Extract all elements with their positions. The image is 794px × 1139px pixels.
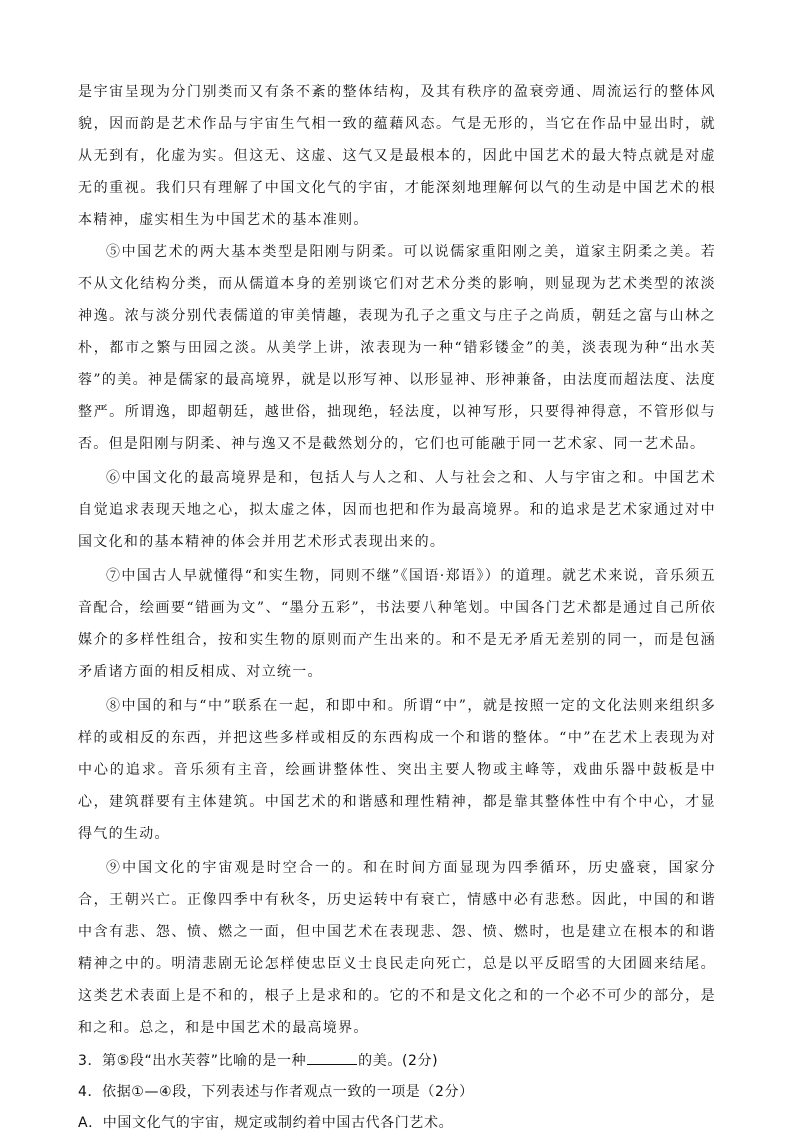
question-3-tail: 的美。(2分) [358, 1053, 439, 1069]
paragraph-continued [78, 76, 716, 236]
paragraph-8 [78, 690, 716, 850]
paragraph-text: ⑤中国艺术的两大基本类型是阳刚与阴柔。可以说儒家重阳刚之美，道家主阴柔之美。若不从文化结构分类，而从儒道本身的差别谈它们对艺术分类的影响，则显现为艺术类型的浓淡神逸。浓与淡分别代表儒道的审美情趣，表现为孔子之重文与庄子之尚质，朝廷之富与山林之朴，都市之繁与田园之淡。从美学上讲，浓表现为一种“错彩镂金”的美，淡表现为种“出水芙蓉”的美。神是儒家的最高境界，就是以形写神、以形显神、形神兼备，由法度而超法度、法度整严。所谓逸，即超朝廷，越世俗，拙现绝，轻法度，以神写形，只要得神得意，不管形似与否。但是阳刚与阴柔、神与逸又不是截然划分的，它们也可能融于同一艺术家、同一艺术品。 [78, 244, 716, 452]
question-3-stem: 3．第⑤段“出水芙蓉”比喻的是一种 [78, 1053, 307, 1069]
paragraph-6 [78, 462, 716, 558]
paragraph-7 [78, 560, 716, 688]
question-3 [78, 1046, 716, 1077]
paragraph-9 [78, 852, 716, 1044]
question-4-option-a: A．中国文化气的宇宙，规定或制约着中国古代各门艺术。 [78, 1115, 454, 1131]
paragraph-text: ⑥中国文化的最高境界是和，包括人与人之和、人与社会之和、人与宇宙之和。中国艺术自觉追求表现天地之心，拟太虚之体，因而也把和作为最高境界。和的追求是艺术家通过对中国文化和的基本精神的体会并用艺术形式表现出来的。 [78, 470, 716, 550]
question-4: 4．依据①—④段，下列表述与作者观点一致的一项是（2分） [78, 1084, 474, 1100]
document-page [78, 76, 716, 1139]
paragraph-5 [78, 236, 716, 460]
paragraph-text: 是宇宙呈现为分门别类而又有条不紊的整体结构，及其有秩序的盈衰旁通、周流运行的整体风貌，因而韵是艺术作品与宇宙生气相一致的蕴藉风态。气是无形的，当它在作品中显出时，就从无到有，化虚为实。但这无、这虚、这气又是最根本的，因此中国艺术的最大特点就是对虚无的重视。我们只有理解了中国文化气的宇宙，才能深刻地理解何以气的生动是中国艺术的根本精神，虚实相生为中国艺术的基本准则。 [78, 84, 716, 228]
paragraph-text: ⑧中国的和与“中”联系在一起，和即中和。所谓“中”，就是按照一定的文化法则来组织多样的或相反的东西，并把这些多样或相反的东西构成一个和谐的整体。“中”在艺术上表现为对中心的追求。音乐须有主音，绘画讲整体性、突出主要人物或主峰等，戏曲乐器中鼓板是中心，建筑群要有主体建筑。中国艺术的和谐感和理性精神，都是靠其整体性中有个中心，才显得气的生动。 [78, 698, 716, 842]
paragraph-text: ⑨中国文化的宇宙观是时空合一的。和在时间方面显现为四季循环，历史盛衰，国家分合，王朝兴亡。正像四季中有秋冬，历史运转中有衰亡，情感中必有悲愁。因此，中国的和谐中含有悲、怨、愤、燃之一面，但中国艺术在表现悲、怨、愤、燃时，也是建立在根本的和谐精神之中的。明清悲剧无论怎样使忠臣义士良民走向死亡，总是以平反昭雪的大团圆来结尾。这类艺术表面上是不和的，根子上是求和的。它的不和是文化之和的一个必不可少的部分，是和之和。总之，和是中国艺术的最高境界。 [78, 860, 716, 1036]
answer-blank[interactable] [307, 1050, 357, 1065]
paragraph-text: ⑦中国古人早就懂得“和实生物，同则不继”《国语·郑语》）的道理。就艺术来说，音乐须五音配合，绘画要“错画为文”、“墨分五彩”，书法要八种笔划。中国各门艺术都是通过自己所依媒介的多样性组合，按和实生物的原则而产生出来的。和不是无矛盾无差别的同一，而是包涵矛盾诸方面的相反相成、对立统一。 [78, 568, 716, 680]
